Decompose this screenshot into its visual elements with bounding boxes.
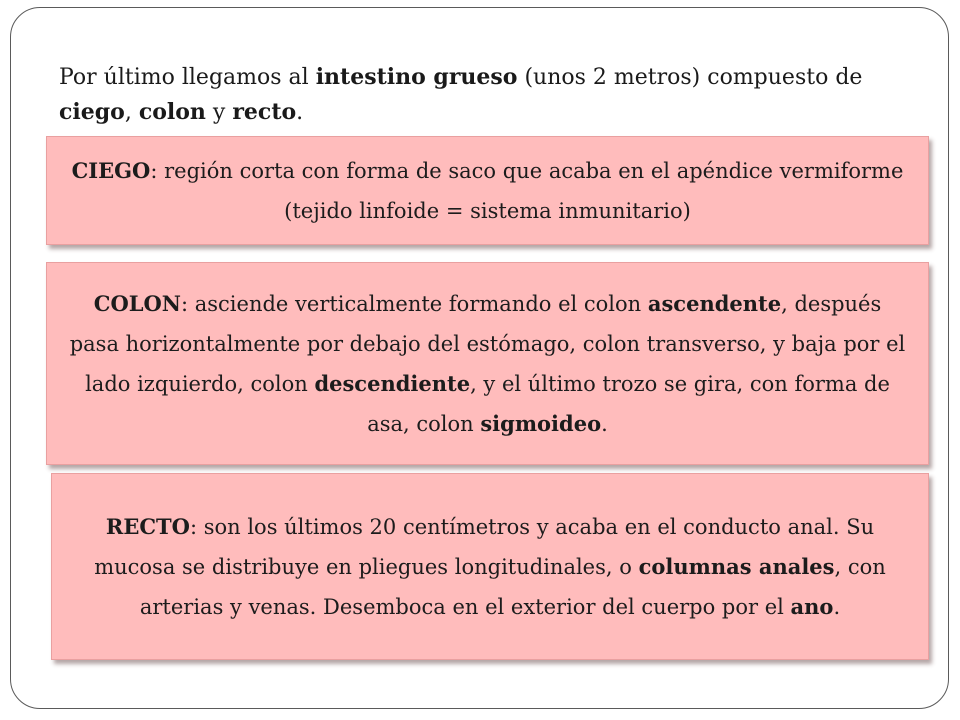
colon-text: , y el último trozo se gira, con forma de asa, colon — [367, 371, 890, 436]
colon-term-ascendente: ascendente — [647, 290, 782, 316]
ciego-paragraph — [67, 151, 908, 231]
recto-text: . — [833, 594, 841, 619]
colon-box — [46, 262, 929, 465]
colon-text: : asciende verticalmente formando el colon — [181, 291, 648, 316]
colon-label: COLON — [93, 290, 181, 316]
intro-text: y — [205, 100, 233, 125]
intro-term-intestino-grueso: intestino grueso — [315, 64, 518, 90]
intro-text: Por último llegamos al — [59, 65, 316, 90]
colon-text: , después pasa horizontalmente por debajo del estómago, colon transverso, y baja por el lado izquierdo, colon — [69, 291, 906, 396]
recto-box — [51, 473, 929, 660]
ciego-label: CIEGO — [71, 157, 151, 183]
ciego-text: : región corta con forma de saco que acaba en el apéndice vermiforme (tejido linfoide = sistema inmunitario) — [150, 158, 904, 223]
colon-term-sigmoideo: sigmoideo — [480, 410, 602, 436]
intro-text: (unos 2 metros) compuesto de — [517, 65, 863, 90]
intro-term-colon: colon — [138, 99, 206, 125]
recto-term-columnas-anales: columnas anales — [638, 553, 835, 579]
recto-label: RECTO — [105, 513, 190, 539]
ciego-box — [46, 136, 929, 245]
recto-text: : son los últimos 20 centímetros y acaba en el conducto anal. Su mucosa se distribuye en pliegues longitudinales, o — [94, 514, 875, 579]
recto-text: , con arterias y venas. Desemboca en el exterior del cuerpo por el — [139, 554, 886, 619]
intro-text: , — [124, 100, 139, 125]
intro-term-ciego: ciego — [59, 99, 125, 125]
recto-paragraph — [72, 507, 908, 627]
colon-text: . — [601, 411, 608, 436]
intro-paragraph — [59, 60, 909, 130]
intro-term-recto: recto — [232, 99, 297, 125]
recto-term-ano: ano — [790, 593, 834, 619]
colon-paragraph — [67, 284, 908, 444]
colon-term-descendiente: descendiente — [314, 370, 471, 396]
intro-text: . — [296, 100, 304, 125]
